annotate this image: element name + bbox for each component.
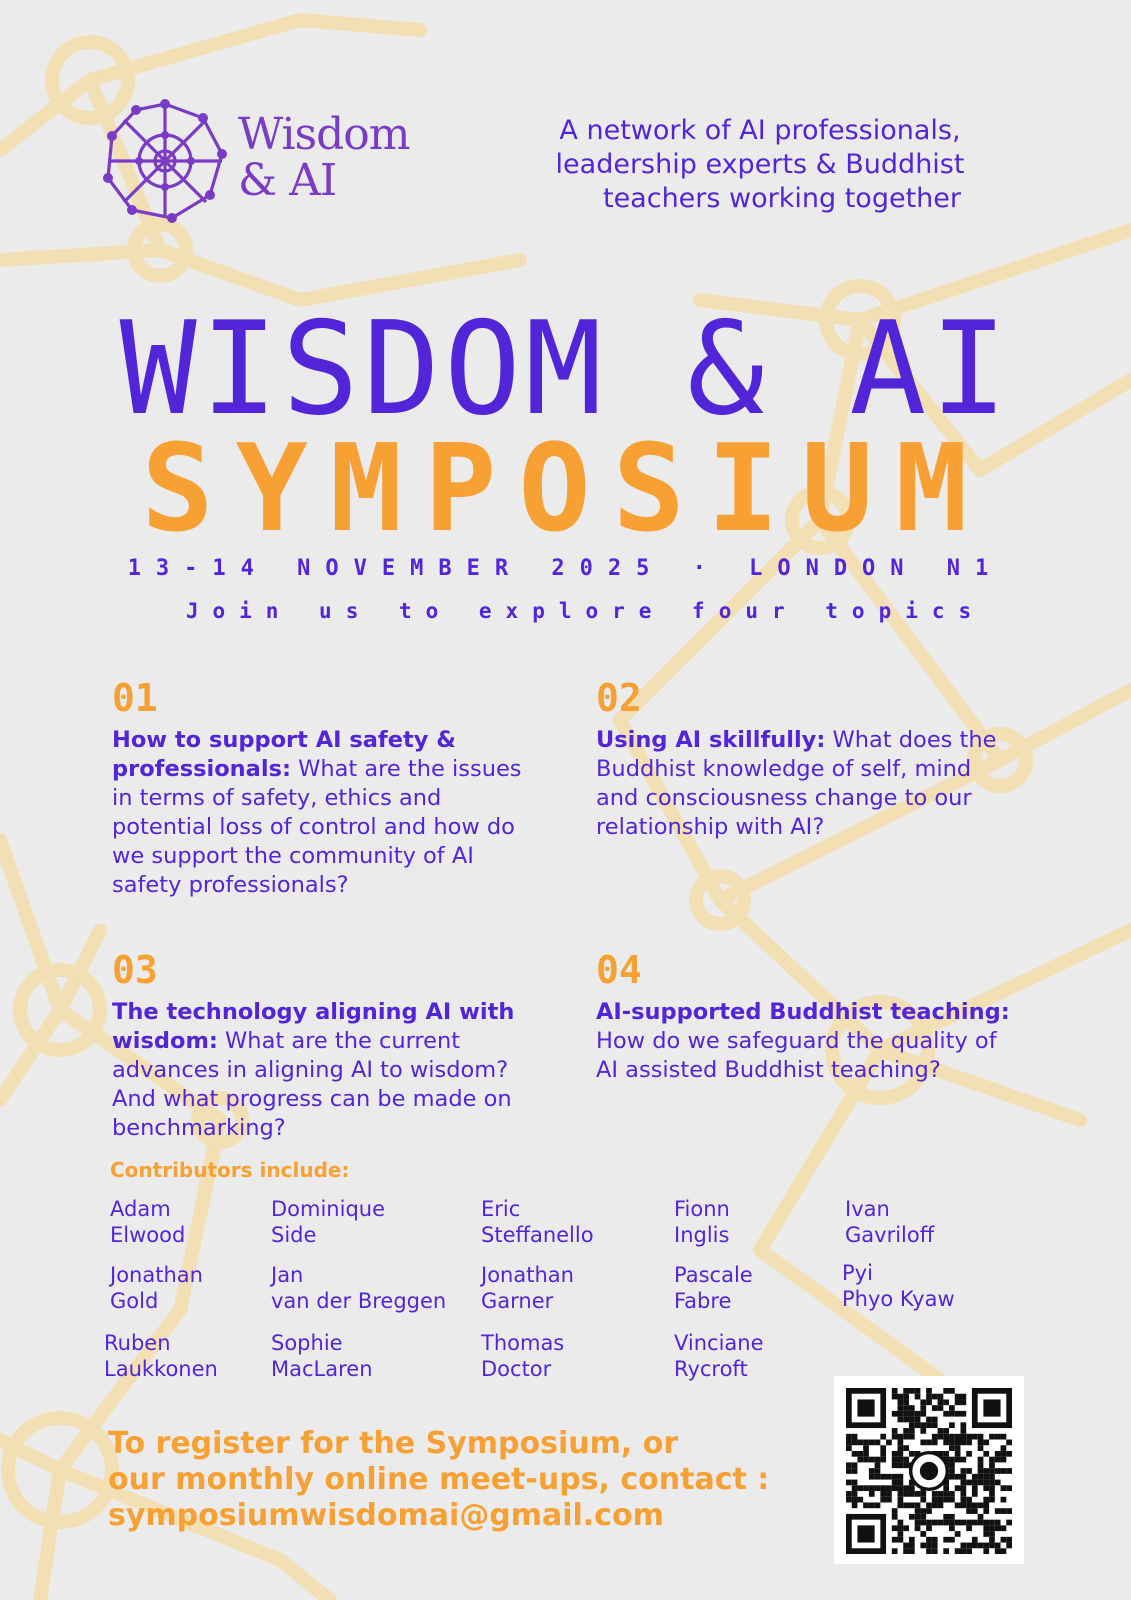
contributor-first-name: Pyi	[842, 1261, 873, 1285]
contributor	[110, 1196, 185, 1248]
topic-text: What are the current advances in aligning AI to wisdom? And what progress can be made on benchmarking?	[112, 1028, 512, 1141]
topic-number: 02	[596, 676, 642, 720]
contributor	[481, 1196, 594, 1248]
contributor-first-name: Adam	[110, 1197, 171, 1221]
tagline-line-1: A network of AI professionals,	[559, 115, 961, 146]
contributor-first-name: Fionn	[674, 1197, 730, 1221]
contributor-last-name: Rycroft	[674, 1357, 748, 1381]
contributor-last-name: Inglis	[674, 1223, 730, 1247]
contributor	[110, 1262, 203, 1314]
contributor-last-name: van der Breggen	[271, 1289, 447, 1313]
contributor-first-name: Ruben	[104, 1331, 171, 1355]
contributor-first-name: Sophie	[271, 1331, 343, 1355]
contributor	[271, 1262, 446, 1314]
contributor-last-name: MacLaren	[271, 1357, 373, 1381]
contributor	[674, 1330, 764, 1382]
contributor	[104, 1330, 218, 1382]
logo-line-1: Wisdom	[238, 109, 410, 160]
topic-number: 03	[112, 948, 158, 992]
contributor-last-name: Phyo Kyaw	[842, 1287, 955, 1311]
tagline-line-2: leadership experts & Buddhist	[555, 149, 965, 180]
contributor	[842, 1260, 955, 1312]
topic-body	[596, 726, 1016, 842]
contributor	[271, 1330, 373, 1382]
contributor	[481, 1262, 574, 1314]
contributor-last-name: Elwood	[110, 1223, 186, 1247]
contributor-last-name: Laukkonen	[104, 1357, 218, 1381]
register-line-1: To register for the Symposium, or	[108, 1426, 679, 1461]
topic-text: What are the issues in terms of safety, ethics and potential loss of control and how do we support the community of AI safety professionals?	[112, 756, 522, 898]
contributor-first-name: Jonathan	[110, 1263, 203, 1287]
contributor	[271, 1196, 385, 1248]
contributor-last-name: Side	[271, 1223, 317, 1247]
topic-heading: The technology aligning AI with wisdom:	[112, 999, 515, 1054]
topic-body	[112, 726, 532, 900]
contributor	[845, 1196, 934, 1248]
topic-01	[112, 678, 532, 900]
dharma-wheel-network-icon	[100, 98, 230, 224]
contributor-last-name: Fabre	[674, 1289, 732, 1313]
topic-heading: Using AI skillfully:	[596, 727, 826, 753]
contributor	[674, 1196, 730, 1248]
topic-number: 01	[112, 676, 158, 720]
contributor-last-name: Doctor	[481, 1357, 552, 1381]
tagline-line-3: teachers working together	[602, 183, 961, 214]
register-info	[108, 1426, 769, 1534]
contributor	[481, 1330, 564, 1382]
contributor-first-name: Jan	[271, 1263, 304, 1287]
title-symposium: SYMPOSIUM	[141, 420, 990, 559]
register-email-link[interactable]: symposiumwisdomai@gmail.com	[108, 1498, 664, 1533]
event-invite: Join us to explore four topics	[185, 599, 986, 623]
contributor-last-name: Gavriloff	[845, 1223, 935, 1247]
topic-heading: How to support AI safety & professionals:	[112, 727, 456, 782]
topic-text: How do we safeguard the quality of AI assisted Buddhist teaching?	[596, 1028, 997, 1083]
qr-code[interactable]	[834, 1376, 1024, 1564]
contributor-first-name: Dominique	[271, 1197, 386, 1221]
topic-body	[112, 998, 532, 1143]
logo-wordmark	[238, 109, 410, 206]
contributor-last-name: Steffanello	[481, 1223, 594, 1247]
topic-body	[596, 998, 1016, 1085]
topic-04	[596, 950, 1016, 1085]
contributor	[674, 1262, 753, 1314]
topic-03	[112, 950, 532, 1143]
topic-heading: AI-supported Buddhist teaching:	[596, 999, 1010, 1025]
contributor-last-name: Gold	[110, 1289, 159, 1313]
event-date-location: 13-14 NOVEMBER 2025 · LONDON N1	[127, 556, 1004, 581]
topic-number: 04	[596, 948, 642, 992]
contributor-first-name: Pascale	[674, 1263, 753, 1287]
contributor-first-name: Ivan	[845, 1197, 890, 1221]
contributors-heading: Contributors include:	[110, 1158, 350, 1182]
contributor-first-name: Jonathan	[481, 1263, 574, 1287]
tagline	[525, 114, 995, 216]
contributor-first-name: Vinciane	[674, 1331, 764, 1355]
contributor-last-name: Garner	[481, 1289, 554, 1313]
register-line-2: our monthly online meet-ups, contact :	[108, 1462, 770, 1497]
contributor-first-name: Thomas	[481, 1331, 565, 1355]
topic-text: What does the Buddhist knowledge of self, mind and consciousness change to our relationship with AI?	[596, 727, 997, 840]
logo-line-2: & AI	[238, 155, 337, 206]
contributor-first-name: Eric	[481, 1197, 521, 1221]
topic-02	[596, 678, 1016, 842]
whatsapp-qr-code-icon	[846, 1388, 1012, 1554]
title-wisdom-ai: WISDOM & AI	[119, 295, 1012, 444]
